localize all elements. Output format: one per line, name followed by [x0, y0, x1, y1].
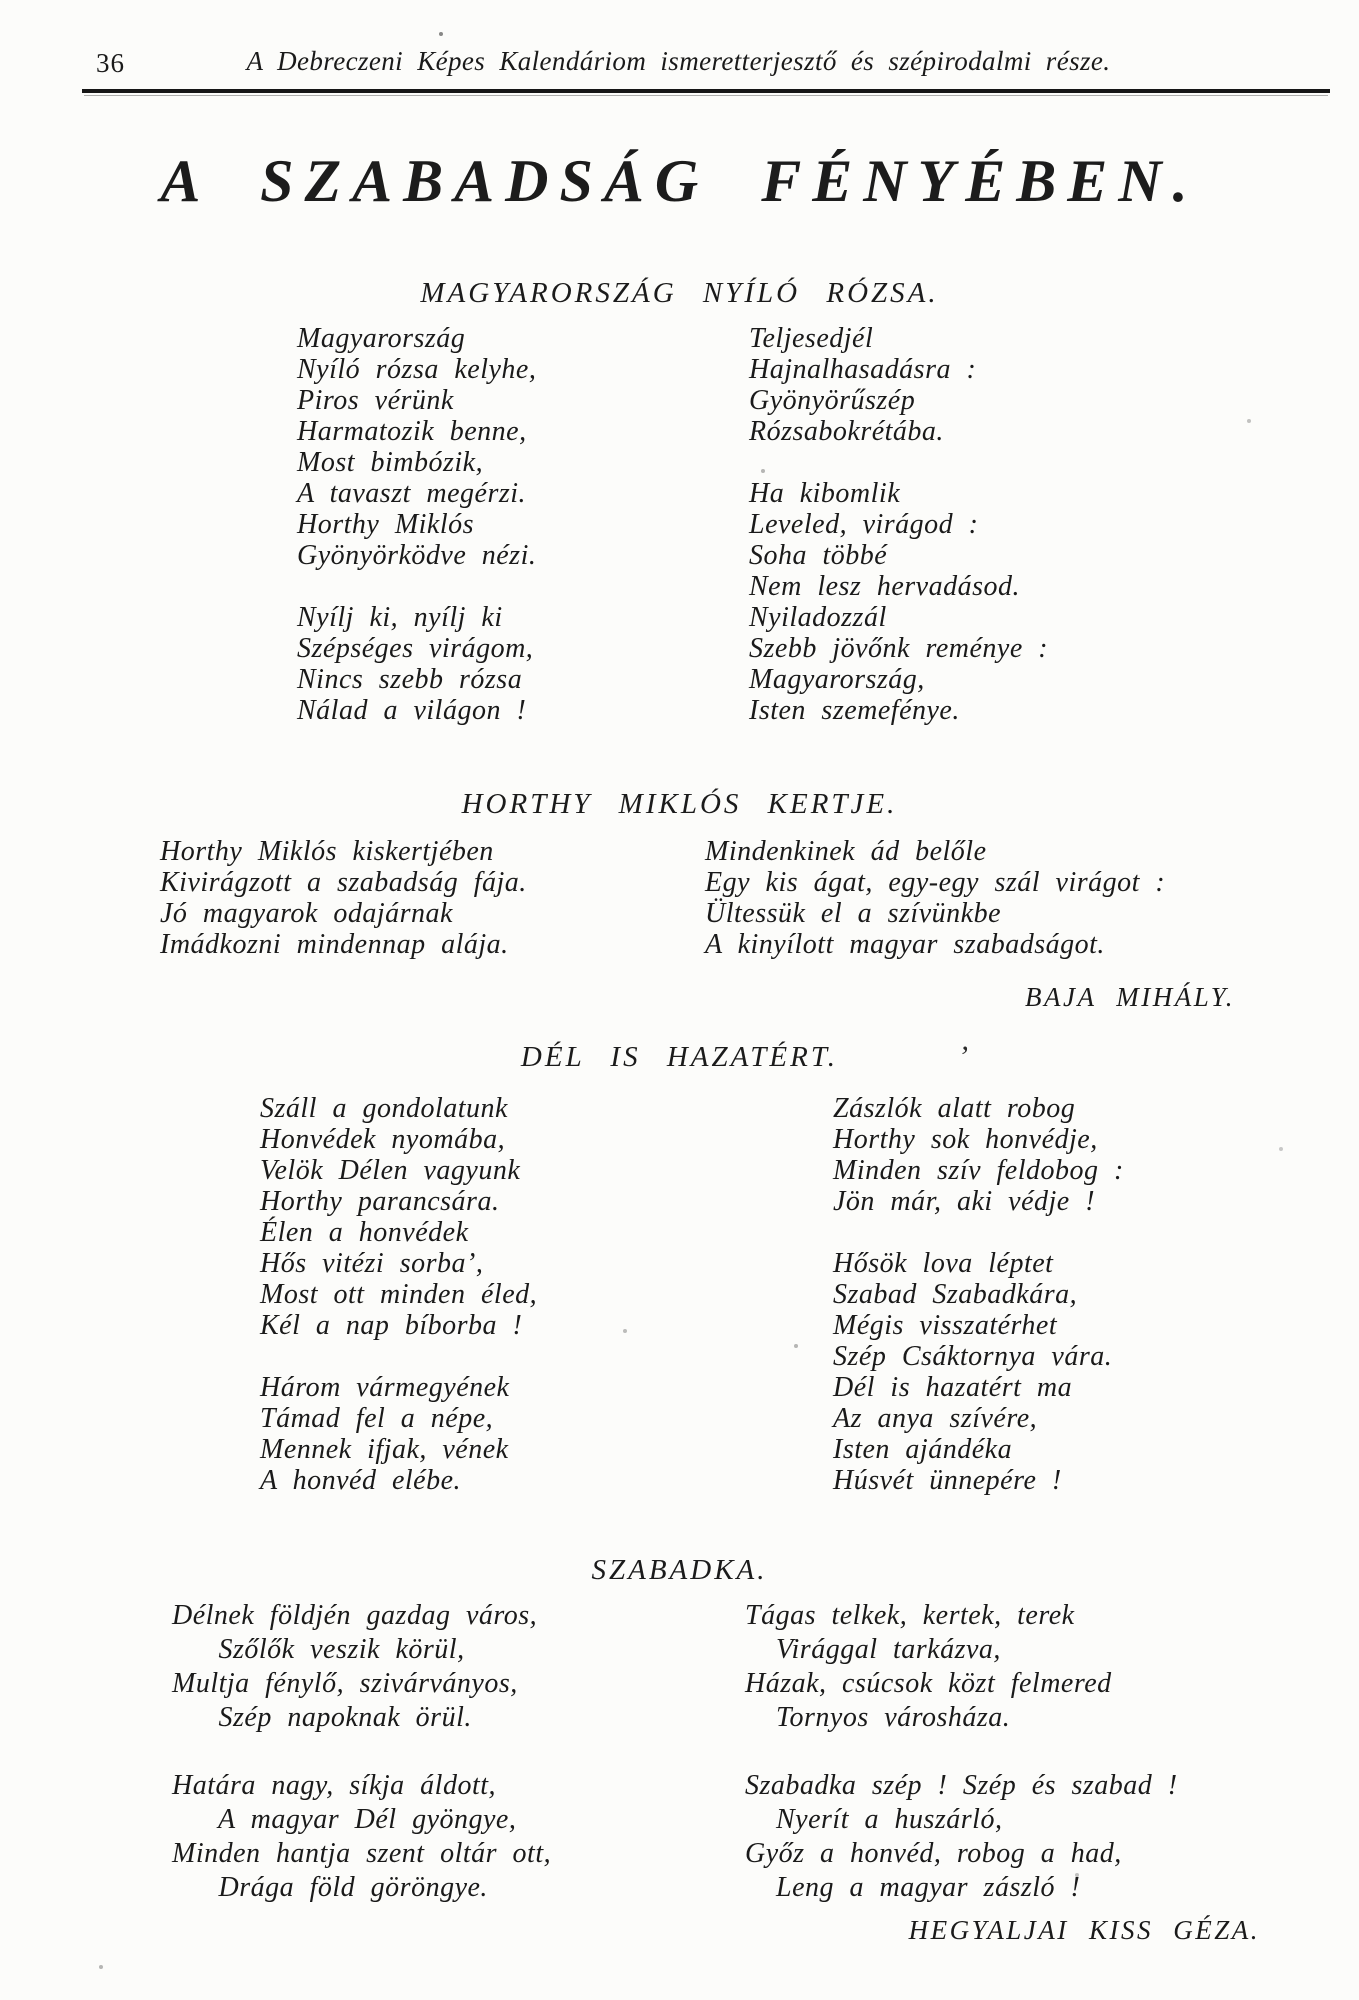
poem-line: Magyarország, [749, 664, 925, 695]
poem-line: Most bimbózik, [297, 447, 484, 478]
poem-line: A kinyílott magyar szabadságot. [705, 929, 1105, 960]
poem-line: Nem lesz hervadásod. [749, 571, 1020, 602]
poem-heading-del-is-hazatert: DÉL IS HAZATÉRT. [520, 1041, 839, 1073]
poem-line: Támad fel a népe, [260, 1403, 494, 1434]
poem-column-left [260, 1093, 833, 1496]
poem-line: Nálad a világon ! [297, 695, 527, 726]
scan-specks [0, 0, 2, 2]
poem-line: Horthy sok honvédje, [833, 1124, 1098, 1155]
poem-line: Ültessük el a szívünkbe [705, 898, 1001, 929]
poem-column-left [160, 836, 705, 960]
poem-line: Honvédek nyomába, [260, 1124, 506, 1155]
poem-line: Délnek földjén gazdag város, [172, 1600, 538, 1631]
poem-line: Horthy Miklós [297, 509, 475, 540]
poem-line: Nyerít a huszárló, [745, 1804, 1003, 1835]
poem-line: Száll a gondolatunk [260, 1093, 508, 1124]
poem-line: Isten ajándéka [833, 1434, 1013, 1465]
poem-line: Minden hantja szent oltár ott, [172, 1838, 552, 1869]
poem-line: Szőlők veszik körül, [172, 1634, 465, 1665]
poem-line: Szabad Szabadkára, [833, 1279, 1078, 1310]
poem-line: Nyílj ki, nyílj ki [297, 602, 503, 633]
poem-line: Leveled, virágod : [749, 509, 979, 540]
poem-line: Rózsabokrétába. [749, 416, 944, 447]
poem-line: Szép Csáktornya vára. [833, 1341, 1113, 1372]
poem-line: Jó magyarok odajárnak [160, 898, 453, 929]
poem-line: Most ott minden éled, [260, 1279, 538, 1310]
poem-line: Házak, csúcsok közt felmered [745, 1668, 1112, 1699]
poem-line: Ha kibomlik [749, 478, 901, 509]
poem-heading-horthy-miklos-kertje: HORTHY MIKLÓS KERTJE. [461, 788, 898, 820]
poem-line: A tavaszt megérzi. [297, 478, 527, 509]
poem-line: Szép napoknak örül. [172, 1702, 472, 1733]
poem-line: Mindenkinek ád belőle [705, 836, 987, 867]
poem-line: Drága föld göröngye. [172, 1872, 488, 1903]
poem-szabadka [0, 1599, 1359, 1905]
poem-line: Nyiladozzál [749, 602, 887, 633]
poem-line: Hős vitézi sorba’, [260, 1248, 484, 1279]
scan-artifact-mark: ’ [958, 1040, 968, 1073]
poem-horthy-miklos-kertje [0, 836, 1359, 960]
poem-line: Szebb jövőnk reménye : [749, 633, 1049, 664]
poem-line: Egy kis ágat, egy-egy szál virágot : [705, 867, 1166, 898]
poem-line: Virággal tarkázva, [745, 1634, 1001, 1665]
stanza-gap [172, 1735, 745, 1769]
poem-line: Hajnalhasadásra : [749, 354, 977, 385]
poem-line: Jön már, aki védje ! [833, 1186, 1096, 1217]
poem-line: Soha többé [749, 540, 888, 571]
running-header [82, 0, 1330, 93]
poem-line: Kivirágzott a szabadság fája. [160, 867, 527, 898]
poem-line: Nincs szebb rózsa [297, 664, 523, 695]
poem-line: Tornyos városháza. [745, 1702, 1011, 1733]
poem-line: Minden szív feldobog : [833, 1155, 1124, 1186]
poem-line: Horthy parancsára. [260, 1186, 500, 1217]
poem-line: Mégis visszatérhet [833, 1310, 1058, 1341]
poem-line: Határa nagy, síkja áldott, [172, 1770, 496, 1801]
poem-heading-szabadka: SZABADKA. [591, 1554, 768, 1586]
stanza-gap [749, 447, 1048, 478]
poem-line: Magyarország [297, 323, 466, 354]
poem-line: Leng a magyar zászló ! [745, 1872, 1081, 1903]
poem-line: Három vármegyének [260, 1372, 510, 1403]
poem-line: Kél a nap bíborba ! [260, 1310, 523, 1341]
poem-heading-magyarorszag-nyilo-rozsa: MAGYARORSZÁG NYÍLÓ RÓZSA. [420, 277, 939, 309]
poem-magyarorszag-nyilo-rozsa [0, 323, 1359, 726]
poem-column-right [745, 1599, 1178, 1905]
page-number: 36 [96, 48, 125, 78]
poem-line: Tágas telkek, kertek, terek [745, 1600, 1075, 1631]
poem-line: Hősök lova léptet [833, 1248, 1054, 1279]
poem-line: Dél is hazatért ma [833, 1372, 1073, 1403]
poem-del-is-hazatert [0, 1093, 1359, 1496]
poem-line: Szabadka szép ! Szép és szabad ! [745, 1770, 1178, 1801]
poem-line: Gyönyörűszép [749, 385, 916, 416]
stanza-gap [833, 1217, 1124, 1248]
poem-line: Isten szemefénye. [749, 695, 960, 726]
poem-line: A honvéd elébe. [260, 1465, 462, 1496]
poem-line: Gyönyörködve nézi. [297, 540, 537, 571]
poem-column-right [749, 323, 1048, 726]
poem-line: Nyíló rózsa kelyhe, [297, 354, 537, 385]
poem-line: Zászlók alatt robog [833, 1093, 1076, 1124]
poem-line: Teljesedjél [749, 323, 874, 354]
stanza-gap [745, 1735, 1178, 1769]
page-title: A SZABADSÁG FÉNYÉBEN. [160, 148, 1199, 214]
poem-column-right [705, 836, 1165, 960]
poem-line: Imádkozni mindennap alája. [160, 929, 509, 960]
poem-line: Multja fénylő, szivárványos, [172, 1668, 518, 1699]
stanza-gap [297, 571, 749, 602]
poem-line: Élen a honvédek [260, 1217, 469, 1248]
stanza-gap [260, 1341, 833, 1372]
poem-line: Szépséges virágom, [297, 633, 534, 664]
poem-line: A magyar Dél gyöngye, [172, 1804, 517, 1835]
poem-line: Mennek ifjak, vének [260, 1434, 509, 1465]
poem-line: Piros vérünk [297, 385, 454, 416]
poem-column-right [833, 1093, 1124, 1496]
poem-line: Velök Délen vagyunk [260, 1155, 521, 1186]
poem-line: Győz a honvéd, robog a had, [745, 1838, 1122, 1869]
poem-author-baja-mihaly: BAJA MIHÁLY. [1025, 982, 1235, 1012]
running-header-title: A Debreczeni Képes Kalendáriom ismeretterjesztő és szépirodalmi része. [246, 46, 1111, 76]
poem-author-hegyaljai-kiss-geza: HEGYALJAI KISS GÉZA. [908, 1915, 1260, 1945]
poem-column-left [297, 323, 749, 726]
poem-column-left [172, 1599, 745, 1905]
poem-line: Az anya szívére, [833, 1403, 1038, 1434]
poem-line: Harmatozik benne, [297, 416, 527, 447]
poem-line: Horthy Miklós kiskertjében [160, 836, 494, 867]
poem-line: Húsvét ünnepére ! [833, 1465, 1062, 1496]
